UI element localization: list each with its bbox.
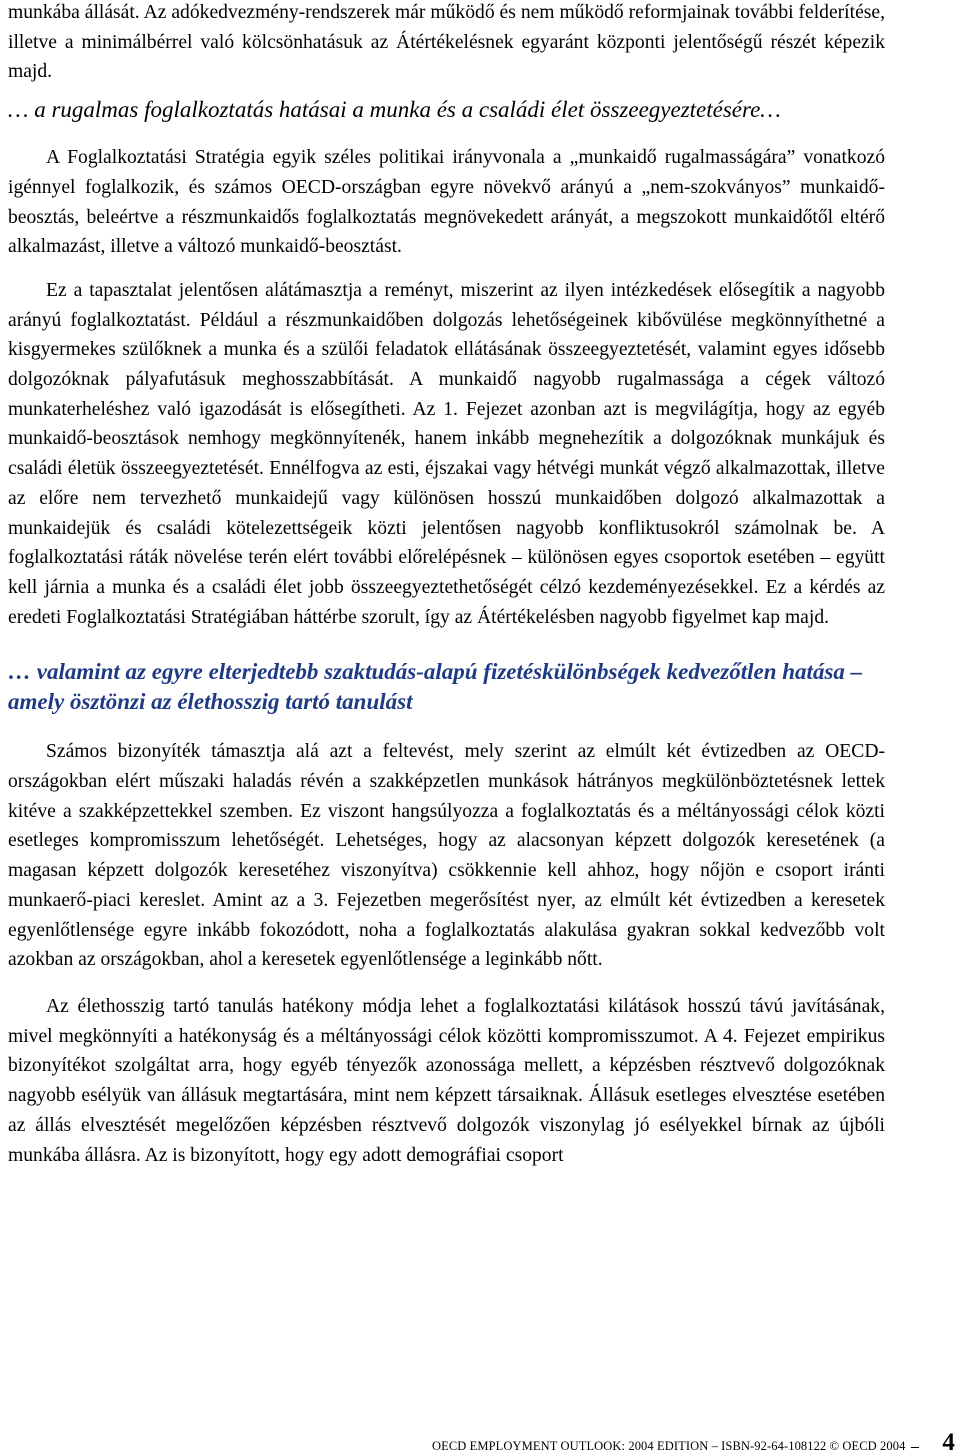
page-number: 4 (942, 1429, 955, 1456)
section-heading-skill-wage-gaps: … valamint az egyre elterjedtebb szaktudás-alapú fizetéskülönbségek kedvezőtlen hatása – amely ösztönzi az élethosszig tartó tanulást (8, 659, 863, 715)
section-heading-flexible-work: … a rugalmas foglalkoztatás hatásai a munka és a családi élet összeegyeztetésére… (8, 97, 781, 123)
paragraph-experience: Ez a tapasztalat jelentősen alátámasztja a reményt, miszerint az ilyen intézkedések elősegítik a nagyobb arányú foglalkoztatást. Például a részmunkaidőben dolgozás lehetőségeinek kibővülése megkönnyíthetné a kisgyermekes szülőknek a munka és a szülői feladatok ellátásának összeegyeztetését, valamint egyes idősebb dolgozóknak pályafutásuk meghosszabbítását. A munkaidő nagyobb rugalmassága a cégek változó munkaterheléshez való igazodását is elősegítheti. Az 1. Fejezet azonban azt is megvilágítja, hogy az egyéb munkaidő-beosztások nemhogy megkönnyítenék, hanem inkább megnehezítik a dolgozóknak munkájuk és családi életük összeegyeztetését. Ennélfogva az esti, éjszakai vagy hétvégi munkát végző alkalmazottak, illetve az előre nem tervezhető munkaidejű vagy különösen hosszú munkaidőben dolgozó alkalmazottak a munkaidejük és családi kötelezettségeik közti jelentősen nagyobb konfliktusokról számolnak be. A foglalkoztatási ráták növelése terén elért további előrelépésnek – különösen egyes csoportok esetében – együtt kell járnia a munka és a családi élet jobb összeegyeztethetőségét célzó kezdeményezésekkel. Ez a kérdés az eredeti Foglalkoztatási Stratégiában háttérbe szorult, így az Átértékelésben nagyobb figyelmet kap majd. (8, 279, 885, 628)
document-page (8, 0, 885, 1170)
paragraph-evidence: Számos bizonyíték támasztja alá azt a feltevést, mely szerint az elmúlt két évtizedben az OECD-országokban elért műszaki haladás révén a szakképzetlen munkások hátrányos megkülönböztetésnek lettek kitéve a szakképzettekkel szemben. Ez viszont hangsúlyozza a foglalkoztatás és a méltányossági célok közti esetleges kompromisszum lehetőségét. Lehetséges, hogy az alacsonyan képzett dolgozók keresetének (a magasan képzett dolgozók keresetéhez viszonyítva) csökkennie kell ahhoz, hogy nőjön e csoport iránti munkaerő-piaci kereslet. Amint az a 3. Fejezetben megerősítést nyer, az elmúlt két évtizedben a keresetek egyenlőtlensége egyre inkább fokozódott, noha a foglalkoztatás alakulása gyakran sokkal kedvezőbb volt azokban az országokban, ahol a keresetek egyenlőtlensége a leginkább nőtt. (8, 741, 885, 971)
paragraph-lifelong-learning: Az élethosszig tartó tanulás hatékony módja lehet a foglalkoztatási kilátások hosszú távú javításának, mivel megkönnyíti a hatékonyság és a méltányossági célok közötti kompromisszumot. A 4. Fejezet empirikus bizonyítékot szolgáltat arra, hogy egyéb tényezők azonossága mellett, a képzésben résztvevő dolgozóknak nagyobb esélyük van állásuk megtartására, mint nem képzett társaiknak. Állásuk esetleges elvesztése esetében az állás elvesztését megelőzően képzésben résztvevő dolgozók viszonylag jó esélyekkel bírnak az újbóli munkába állásra. Az is bizonyított, hogy egy adott demográfiai csoport (8, 995, 885, 1166)
paragraph-employment-strategy: A Foglalkoztatási Stratégia egyik széles politikai irányvonala a „munkaidő rugalmasságára” vonatkozó igénnyel foglalkozik, és számos OECD-országban egyre növekvő arányú a „nem-szokványos” munkaidő-beosztás, beleértve a részmunkaidős foglalkoztatás megnövekedett arányát, a megszokott munkaidőtől eltérő alkalmazást, illetve a változó munkaidő-beosztást. (8, 147, 885, 258)
footer-dash (911, 1447, 919, 1448)
footer-citation: OECD EMPLOYMENT OUTLOOK: 2004 EDITION – ISBN-92-64-108122 © OECD 2004 (432, 1439, 906, 1453)
page-footer (432, 1429, 957, 1456)
paragraph-continuation: munkába állását. Az adókedvezmény-rendszerek már működő és nem működő reformjainak további felderítése, illetve a minimálbérrel való kölcsönhatásuk az Átértékelésnek egyaránt központi jelentőségű részét képezik majd. (8, 2, 885, 83)
